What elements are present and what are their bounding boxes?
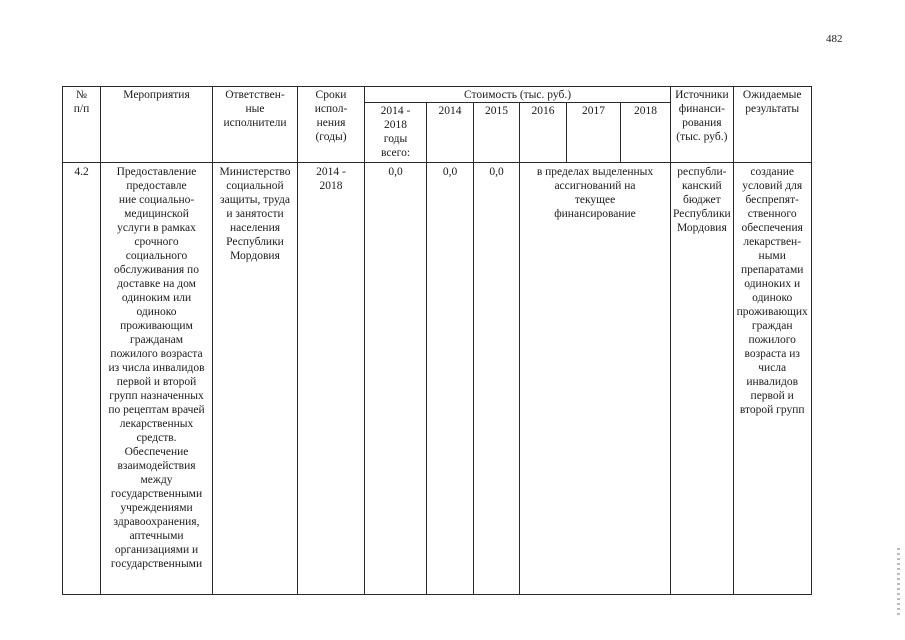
row-measure: Предоставление предоставле ние социально- медицинской услуги в рамках срочного социального обслуживания по доставке на дом одиноким или одиноко проживающим гражданам пожилого возраста из числа инвалидов первой и второй групп назначенных по рецептам врачей лекарственных средств. Обеспечение взаимодействия между государственными учреждениями здравоохранения, аптечными организациями и государственными [101,163,213,595]
row-funding-note: в пределах выделенных ассигнований на текущее финансирование [520,163,671,595]
header-cost: Стоимость (тыс. руб.) [365,87,671,103]
table-row [63,163,812,595]
header-results: Ожидаемые результаты [733,87,811,163]
row-cost-2014: 0,0 [427,163,474,595]
header-row-top [63,87,812,103]
page-number: 482 [826,33,843,45]
row-result: создание условий для беспрепят- ственного обеспечения лекарствен- ными препаратами одиноких и одиноко проживающих граждан пожилого возраста из числа инвалидов первой и второй групп [733,163,811,595]
row-cost-total: 0,0 [365,163,427,595]
header-year-2017: 2017 [567,103,621,163]
row-cost-2015: 0,0 [474,163,520,595]
header-measures: Мероприятия [101,87,213,163]
header-cost-total: 2014 - 2018 годы всего: [365,103,427,163]
header-sources: Источники финанси- рования (тыс. руб.) [671,87,734,163]
activities-table [62,86,812,595]
header-year-2014: 2014 [427,103,474,163]
activities-table-wrapper [62,86,812,595]
header-year-2018: 2018 [621,103,671,163]
row-num: 4.2 [63,163,101,595]
header-terms: Сроки испол- нения (годы) [298,87,365,163]
header-year-2015: 2015 [474,103,520,163]
row-source: республи- канский бюджет Республики Мордовия [671,163,734,595]
header-num: № п/п [63,87,101,163]
header-year-2016: 2016 [520,103,567,163]
row-executor: Министерство социальной защиты, труда и занятости населения Республики Мордовия [213,163,298,595]
header-executors: Ответствен- ные исполнители [213,87,298,163]
scan-artifact [897,548,900,618]
row-term: 2014 - 2018 [298,163,365,595]
